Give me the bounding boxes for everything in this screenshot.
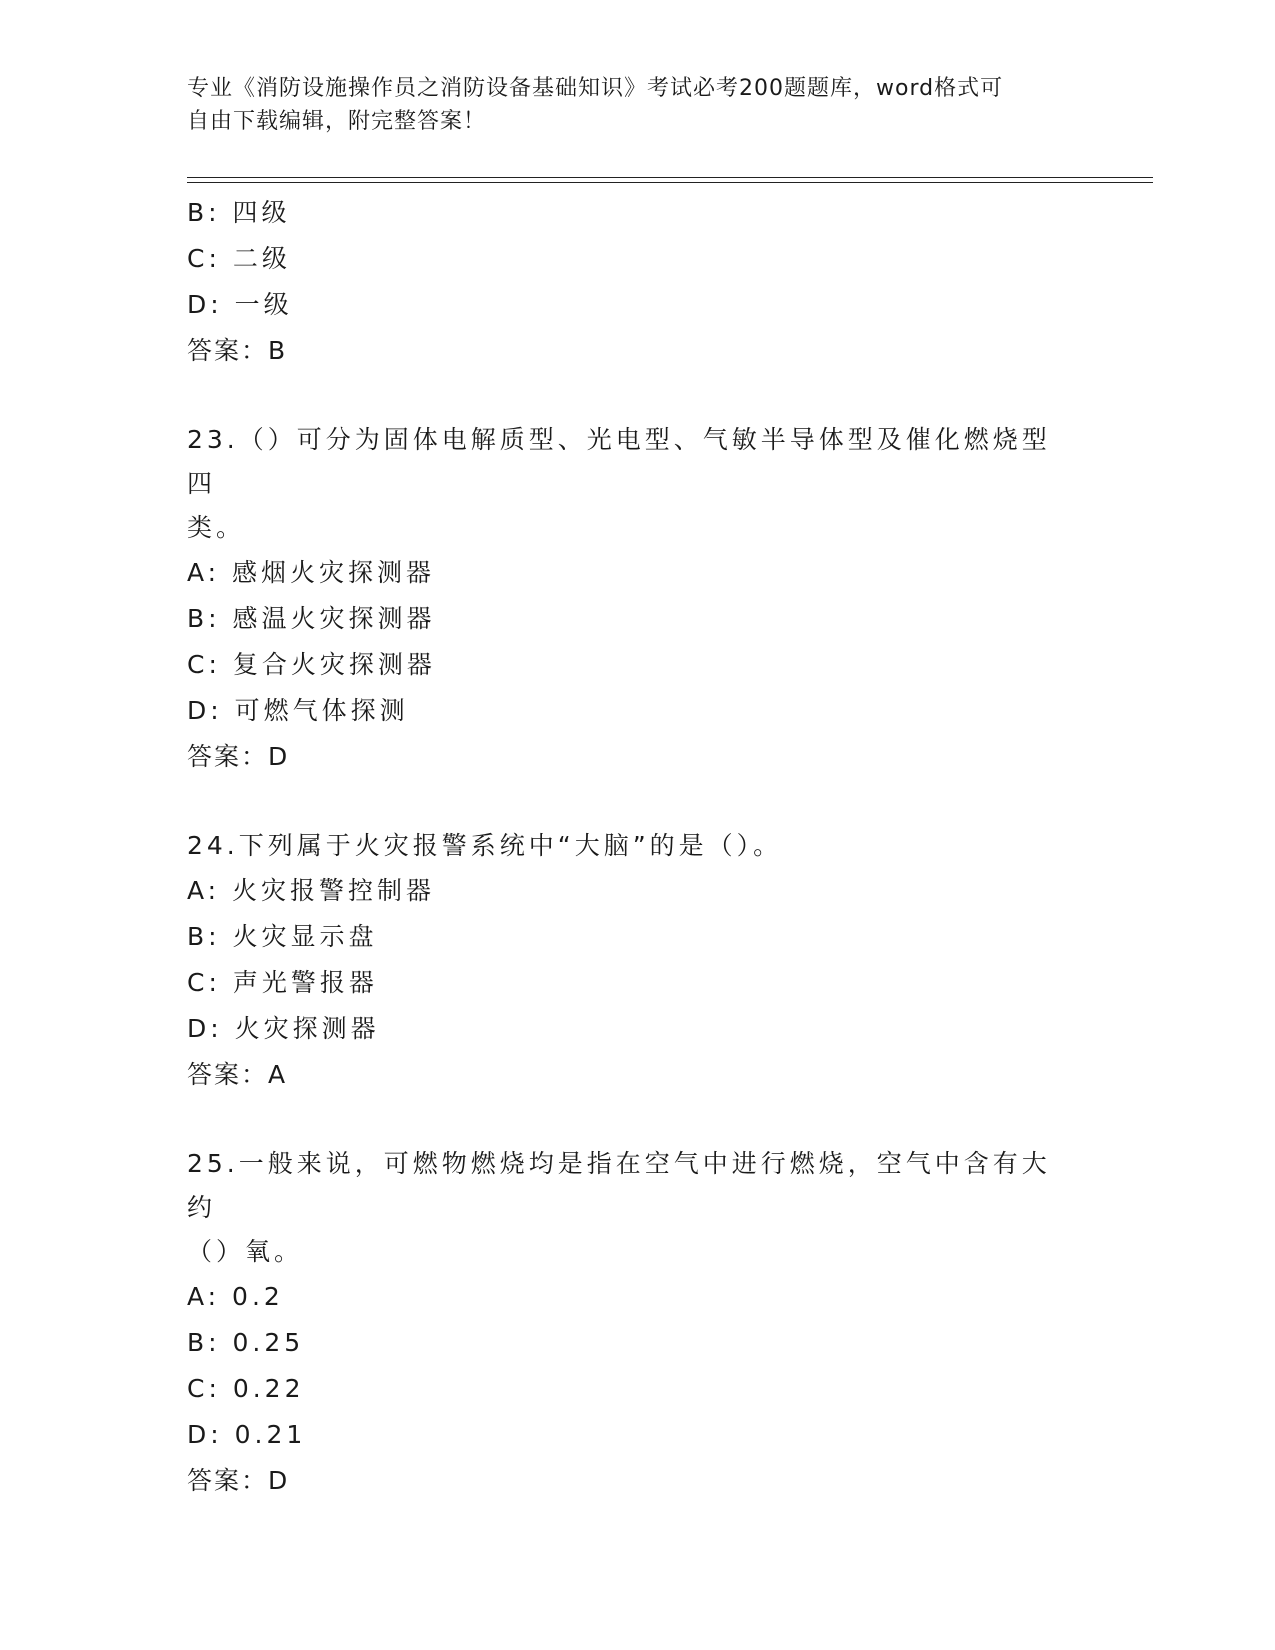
question-text-line-1: 23.（）可分为固体电解质型、光电型、气敏半导体型及催化燃烧型四 [187, 425, 1051, 498]
question-text-line-1: 24.下列属于火灾报警系统中“大脑”的是（）。 [187, 831, 783, 860]
question-22 [187, 190, 1087, 374]
option-b: B: 火灾显示盘 [187, 922, 378, 951]
spacer [187, 374, 1087, 418]
option-c: C: 声光警报器 [187, 968, 378, 997]
answer: 答案：A [187, 1060, 288, 1089]
option-b: B: 0.25 [187, 1328, 305, 1357]
question-list [187, 190, 1087, 1504]
option-d: D: 火灾探测器 [187, 1014, 380, 1043]
header-line-1: 专业《消防设施操作员之消防设备基础知识》考试必考200题题库，word格式可 [187, 76, 1004, 101]
option-d: D: 可燃气体探测 [187, 696, 409, 725]
option-a: A: 0.2 [187, 1282, 284, 1311]
question-text-line-2: （）氧。 [187, 1237, 304, 1266]
header-divider-bottom [187, 182, 1153, 183]
option-c: C: 二级 [187, 244, 291, 273]
option-b: B: 感温火灾探测器 [187, 604, 436, 633]
option-a: A: 感烟火灾探测器 [187, 558, 436, 587]
option-d: D: 一级 [187, 290, 293, 319]
question-24 [187, 824, 1087, 1098]
spacer [187, 1098, 1087, 1142]
option-b: B: 四级 [187, 198, 291, 227]
answer: 答案：D [187, 742, 290, 771]
header-line-2: 自由下载编辑，附完整答案！ [187, 109, 487, 134]
header-divider-top [187, 177, 1153, 178]
answer: 答案：B [187, 336, 288, 365]
question-text-line-1: 25.一般来说，可燃物燃烧均是指在空气中进行燃烧，空气中含有大约 [187, 1149, 1051, 1222]
option-c: C: 复合火灾探测器 [187, 650, 436, 679]
question-text-line-2: 类。 [187, 513, 246, 542]
answer: 答案：D [187, 1466, 290, 1495]
option-d: D: 0.21 [187, 1420, 307, 1449]
document-header [187, 72, 1067, 138]
question-23 [187, 418, 1087, 780]
option-c: C: 0.22 [187, 1374, 305, 1403]
spacer [187, 780, 1087, 824]
option-a: A: 火灾报警控制器 [187, 876, 436, 905]
question-25 [187, 1142, 1087, 1504]
